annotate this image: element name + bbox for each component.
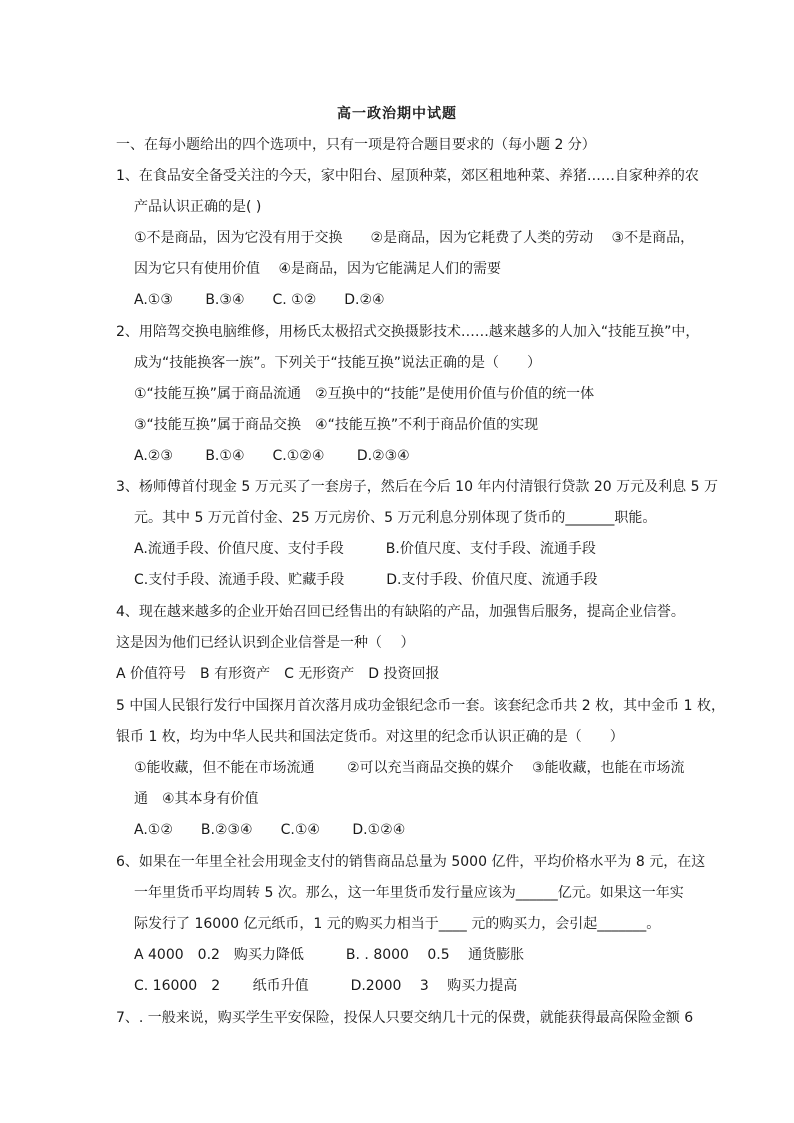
question-2-line-1: 2、用陪驾交换电脑维修，用杨氏太极招式交换摄影技术……越来越多的人加入“技能互换”中， [116,324,700,340]
question-5-line-1: 5 中国人民银行发行中国探月首次落月成功金银纪念币一套。该套纪念币共 2 枚，其中金币 1 枚， [116,698,725,714]
question-3-line-1: 3、杨师傅首付现金 5 万元买了一套房子，然后在今后 10 年内付清银行贷款 20 万元及利息 5 万 [116,479,718,495]
question-1-choices: A.①③ B.③④ C. ①② D.②④ [134,292,385,308]
question-1-option-line-1: ①不是商品，因为它没有用于交换 ②是商品，因为它耗费了人类的劳动 ③不是商品， [134,230,695,246]
question-4-choices: A 价值符号 B 有形资产 C 无形资产 D 投资回报 [116,666,440,682]
question-1-option-line-2: 因为它只有使用价值 ④是商品，因为它能满足人们的需要 [134,261,501,277]
question-6-choices-ab: A 4000 0.2 购买力降低 B. . 8000 0.5 通货膨胀 [134,947,525,963]
question-3-choices-ab: A.流通手段、价值尺度、支付手段 B.价值尺度、支付手段、流通手段 [134,541,596,557]
question-6-line-1: 6、如果在一年里全社会用现金支付的销售商品总量为 5000 亿件，平均价格水平为 8 元，在这 [116,854,706,870]
section-header: 一、在每小题给出的四个选项中，只有一项是符合题目要求的（每小题 2 分） [116,137,596,153]
question-6-line-3: 际发行了 16000 亿元纸币，1 元的购买力相当于____ 元的购买力，会引起_______。 [134,916,661,932]
question-5-choices: A.①② B.②③④ C.①④ D.①②④ [134,822,406,838]
question-3-choices-cd: C.支付手段、流通手段、贮藏手段 D.支付手段、价值尺度、流通手段 [134,572,598,588]
question-5-line-2: 银币 1 枚，均为中华人民共和国法定货币。对这里的纪念币认识正确的是（ ） [116,729,624,745]
question-1-line-1: 1、在食品安全备受关注的今天，家中阳台、屋顶种菜，郊区租地种菜、养猪……自家种养的农 [116,168,699,184]
question-4-line-2: 这是因为他们已经认识到企业信誉是一种（ ） [116,635,415,651]
question-1-line-2: 产品认识正确的是( ) [134,199,262,215]
page-title: 高一政治期中试题 [337,106,457,122]
question-2-option-line-2: ③“技能互换”属于商品交换 ④“技能互换”不利于商品价值的实现 [134,417,539,433]
question-2-option-line-1: ①“技能互换”属于商品流通 ②互换中的“技能”是使用价值与价值的统一体 [134,386,595,402]
question-6-choices-cd: C. 16000 2 纸币升值 D.2000 3 购买力提高 [134,978,518,994]
question-5-option-line-1: ①能收藏，但不能在市场流通 ②可以充当商品交换的媒介 ③能收藏，也能在市场流 [134,760,685,776]
question-6-line-2: 一年里货币平均周转 5 次。那么，这一年里货币发行量应该为______亿元。如果这一年实 [134,885,684,901]
question-2-choices: A.②③ B.①④ C.①②④ D.②③④ [134,448,410,464]
question-2-line-2: 成为“技能换客一族”。下列关于“技能互换”说法正确的是（ ） [134,355,542,371]
question-5-option-line-2: 通 ④其本身有价值 [134,791,259,807]
question-7-line-1: 7、. 一般来说，购买学生平安保险，投保人只要交纳几十元的保费，就能获得最高保险金额 6 [116,1010,694,1026]
question-3-line-2: 元。其中 5 万元首付金、25 万元房价、5 万元利息分别体现了货币的_______职能。 [134,510,657,526]
question-4-line-1: 4、现在越来越多的企业开始召回已经售出的有缺陷的产品，加强售后服务，提高企业信誉。 [116,604,685,620]
